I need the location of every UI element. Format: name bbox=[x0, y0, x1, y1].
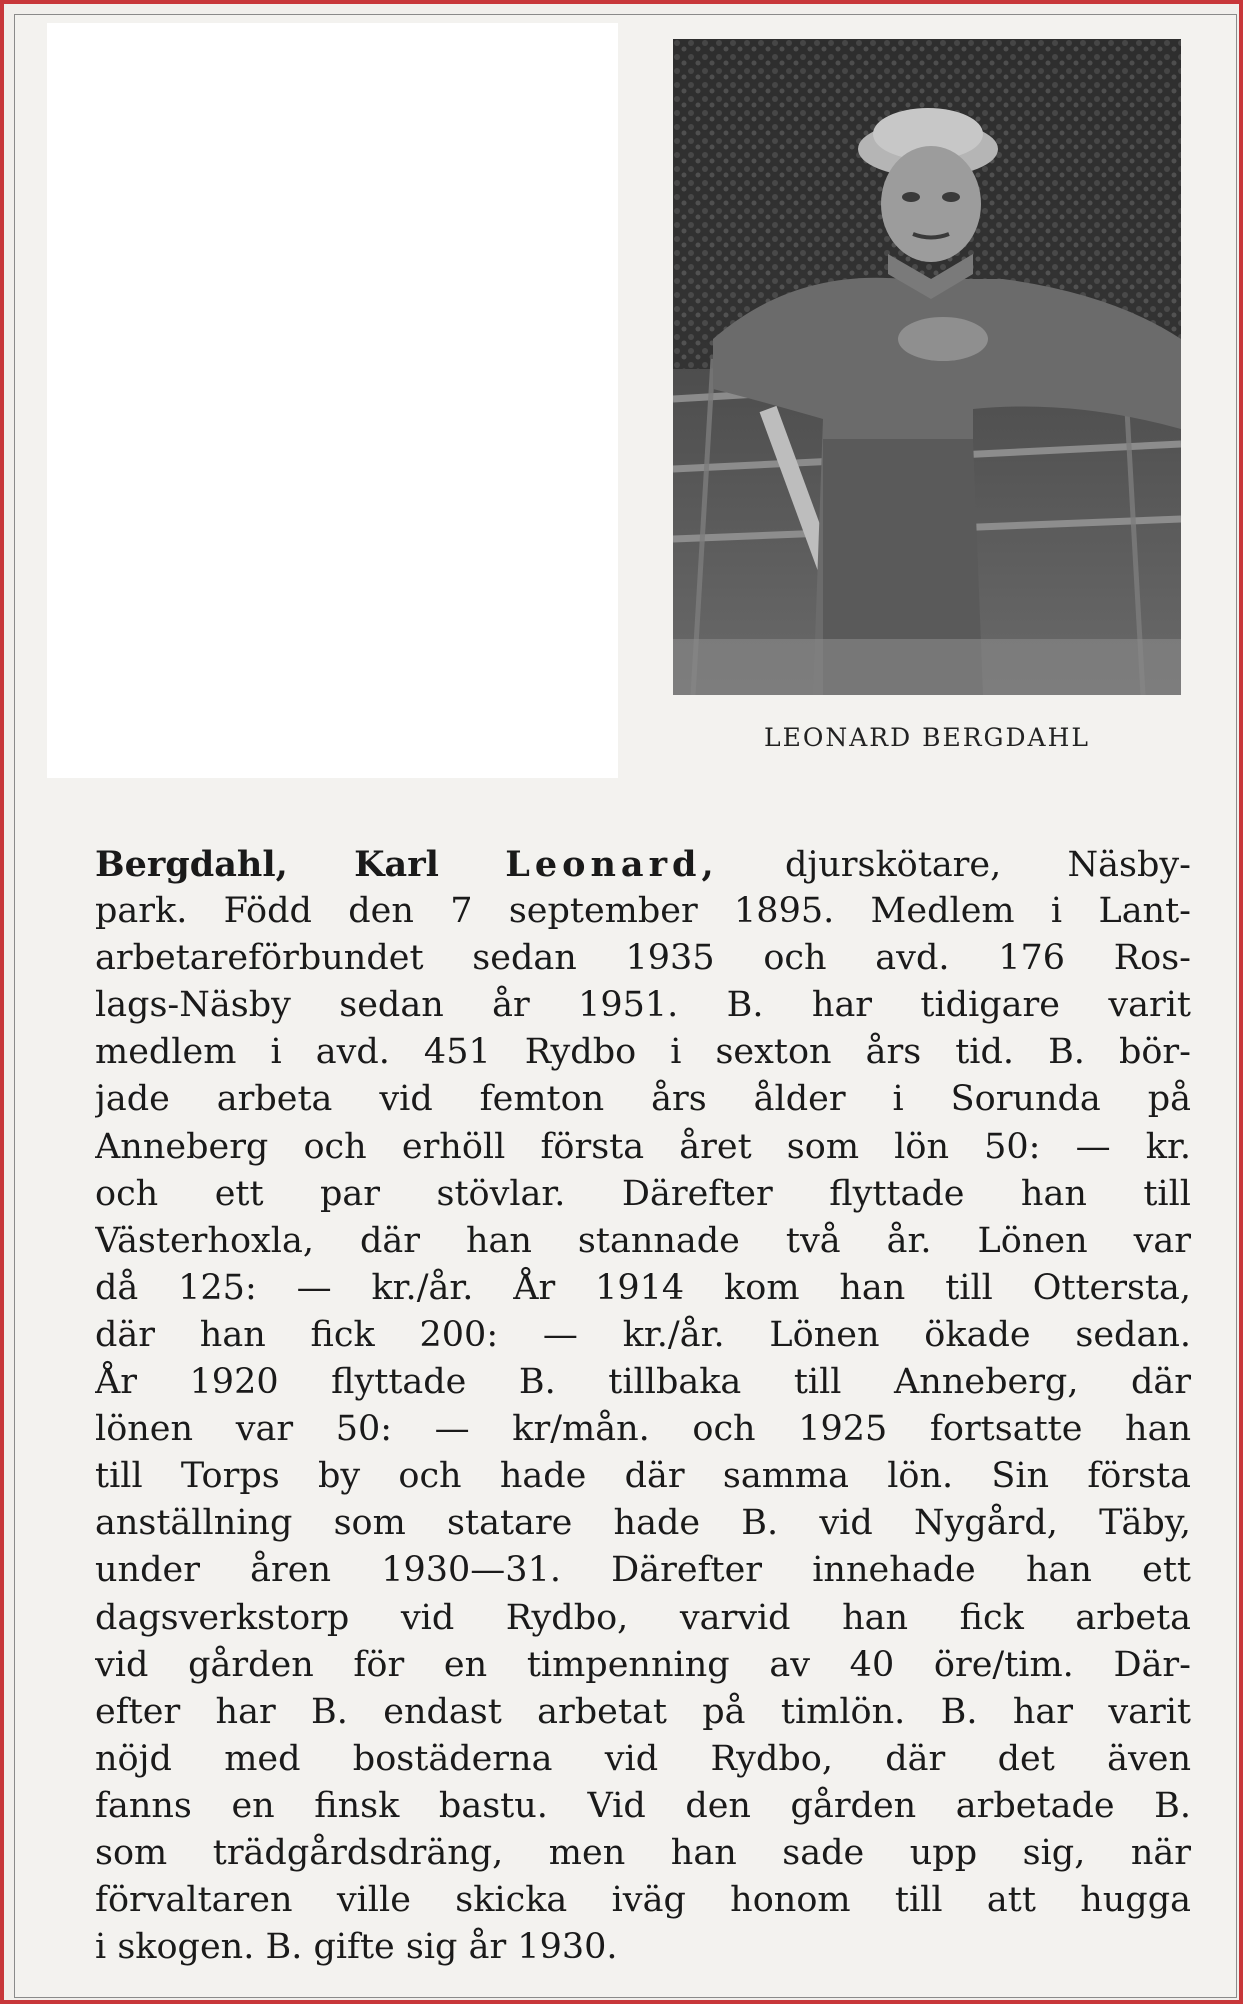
occupation-text: djurskötare, Näsby- bbox=[784, 845, 1191, 885]
photo-caption: LEONARD BERGDAHL bbox=[763, 723, 1090, 752]
text-line: Västerhoxla, där han stannade två år. Lönen var bbox=[95, 1220, 1191, 1261]
biography-entry bbox=[95, 841, 1191, 1971]
text-line: fanns en finsk bastu. Vid den gården arbetade B. bbox=[95, 1785, 1191, 1826]
page bbox=[14, 14, 1237, 1998]
text-line: Anneberg och erhöll första året som lön 50: — kr. bbox=[95, 1126, 1191, 1167]
text-line: där han fick 200: — kr./år. Lönen ökade sedan. bbox=[95, 1314, 1191, 1355]
given-name: Karl bbox=[354, 844, 439, 885]
text-line: lönen var 50: — kr/mån. och 1925 fortsatte han bbox=[95, 1409, 1191, 1450]
text-line: till Torps by och hade där samma lön. Sin första bbox=[95, 1456, 1191, 1497]
text-line: jade arbeta vid femton års ålder i Sorunda på bbox=[95, 1079, 1191, 1120]
text-line: efter har B. endast arbetat på timlön. B. har varit bbox=[95, 1691, 1191, 1732]
text-line: medlem i avd. 451 Rydbo i sexton års tid. B. bör- bbox=[95, 1032, 1191, 1073]
text-line: lags-Näsby sedan år 1951. B. har tidigare varit bbox=[95, 985, 1191, 1026]
called-name: Leonard, bbox=[505, 844, 719, 885]
text-line: arbetareförbundet sedan 1935 och avd. 176 Ros- bbox=[95, 938, 1191, 979]
blank-redacted-area bbox=[47, 23, 618, 778]
text-line: som trädgårdsdräng, men han sade upp sig, när bbox=[95, 1832, 1191, 1873]
text-line: förvaltaren ville skicka iväg honom till att hugga bbox=[95, 1880, 1191, 1921]
text-line: År 1920 flyttade B. tillbaka till Anneberg, där bbox=[95, 1362, 1191, 1403]
entry-first-line bbox=[95, 841, 1191, 888]
text-line: då 125: — kr./år. År 1914 kom han till Ottersta, bbox=[95, 1267, 1191, 1308]
portrait-illustration bbox=[673, 39, 1181, 695]
text-line: nöjd med bostäderna vid Rydbo, där det även bbox=[95, 1738, 1191, 1779]
surname: Bergdahl, bbox=[95, 844, 288, 885]
portrait-photo bbox=[673, 39, 1181, 695]
text-line: anställning som statare hade B. vid Nygård, Täby, bbox=[95, 1503, 1191, 1544]
text-line: dagsverkstorp vid Rydbo, varvid han fick arbeta bbox=[95, 1597, 1191, 1638]
text-line: vid gården för en timpenning av 40 öre/tim. Där- bbox=[95, 1644, 1191, 1685]
text-line: park. Född den 7 september 1895. Medlem i Lant- bbox=[95, 891, 1191, 932]
text-line: i skogen. B. gifte sig år 1930. bbox=[95, 1927, 618, 1968]
text-line: och ett par stövlar. Därefter flyttade han till bbox=[95, 1173, 1191, 1214]
text-line: under åren 1930—31. Därefter innehade han ett bbox=[95, 1550, 1191, 1591]
